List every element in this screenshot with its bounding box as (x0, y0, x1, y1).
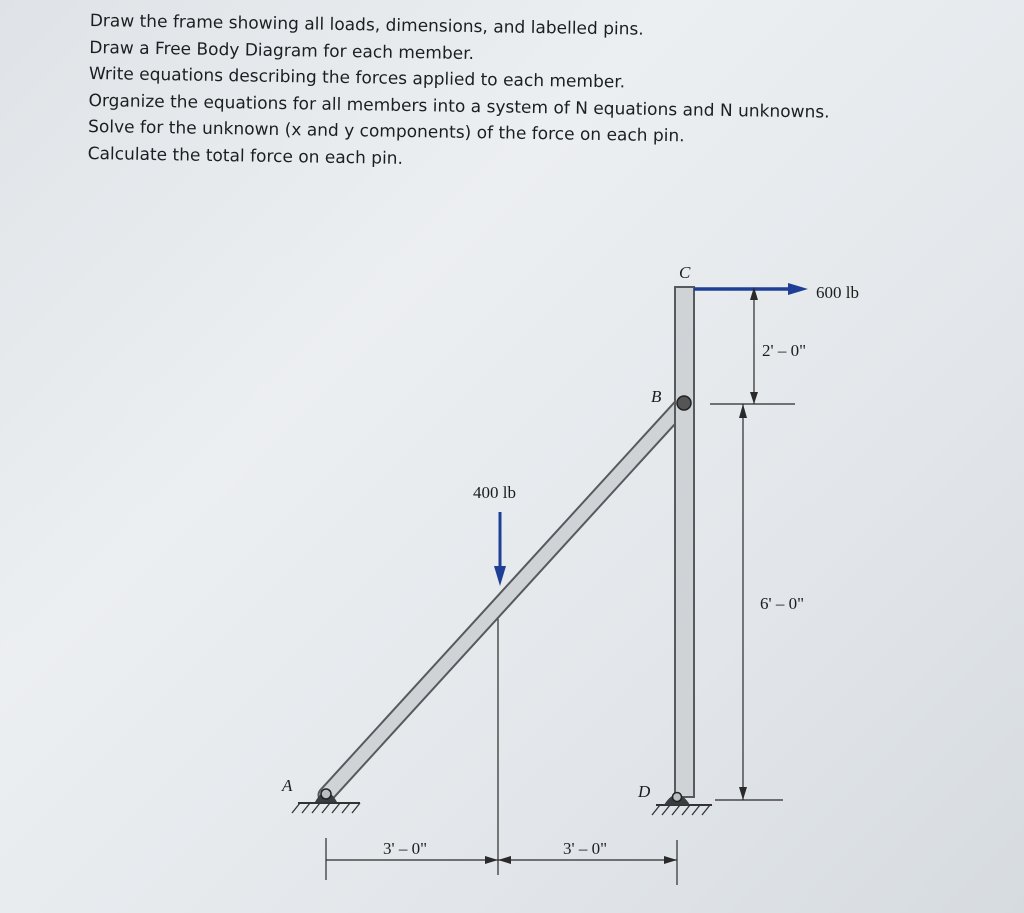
pin-a (321, 789, 331, 799)
pin-label-a: A (282, 776, 293, 795)
instruction-draw-frame: Draw the frame showing all loads, dimensions, and labelled pins. (89, 10, 644, 40)
pin-label-d: D (638, 782, 651, 801)
instruction-organize-system: Organize the equations for all members into a system of N equations and N unknowns. (88, 90, 830, 123)
load-label-600lb: 600 lb (816, 283, 859, 302)
pin-d (673, 793, 682, 802)
dimension-label-a-load: 3' – 0" (383, 839, 428, 858)
instruction-free-body: Draw a Free Body Diagram for each member. (89, 37, 475, 64)
dimension-label-load-d: 3' – 0" (563, 839, 608, 858)
pin-a-support (292, 789, 360, 813)
dimension-label-c-b: 2' – 0" (762, 341, 807, 360)
instruction-write-equations: Write equations describing the forces applied to each member. (88, 63, 626, 93)
load-400lb-arrow (494, 512, 506, 586)
pin-label-b: B (651, 387, 662, 406)
member-cd (675, 287, 694, 797)
pin-b (677, 396, 691, 410)
load-label-400lb: 400 lb (473, 483, 516, 502)
dimension-label-b-d: 6' – 0" (760, 594, 805, 613)
dimension-b-d (739, 404, 747, 800)
member-ab (326, 403, 684, 795)
pin-d-support (652, 793, 712, 816)
dimension-c-b (750, 287, 758, 404)
load-600lb-arrow (694, 283, 808, 295)
pin-label-c: C (679, 263, 691, 282)
instruction-total-force: Calculate the total force on each pin. (87, 143, 404, 169)
instruction-solve-unknowns: Solve for the unknown (x and y components) of the force on each pin. (87, 116, 685, 147)
